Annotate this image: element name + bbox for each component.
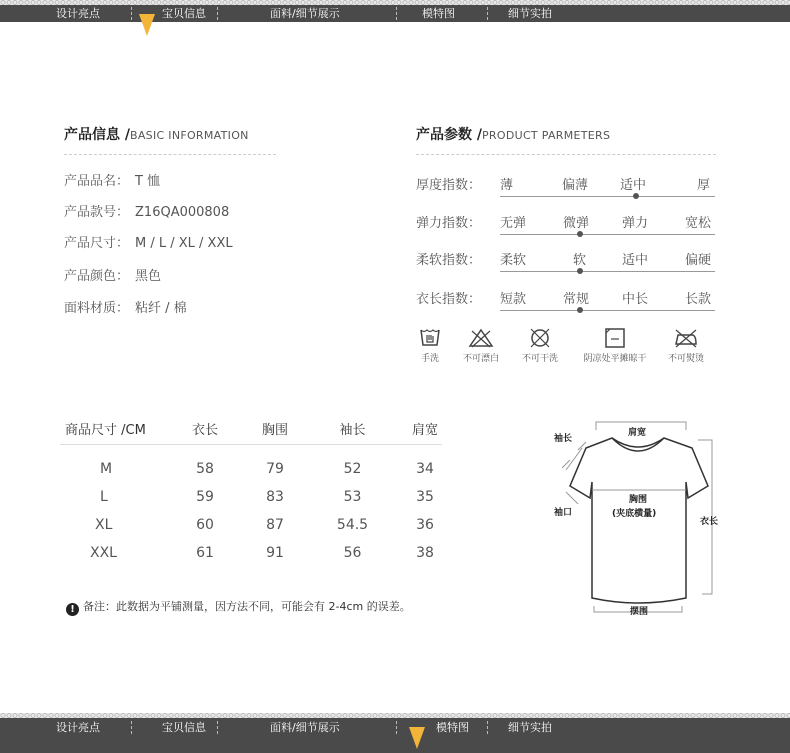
- label-sleeve-length: 袖长: [554, 434, 573, 444]
- no-dry-clean-icon: [528, 327, 552, 349]
- nav-item-model[interactable]: 模特图: [436, 721, 469, 734]
- table-cell: 83: [266, 489, 284, 505]
- param-option: 柔软: [500, 253, 527, 268]
- nav-item-model[interactable]: 模特图: [422, 7, 455, 20]
- care-no-dry-clean: 不可干洗: [516, 327, 564, 364]
- table-row: [60, 441, 440, 483]
- param-option: 偏硬: [685, 253, 712, 268]
- table-cell: 91: [266, 545, 284, 561]
- table-row: [60, 511, 440, 539]
- table-cell: 59: [196, 489, 214, 505]
- param-scale-line: [500, 196, 715, 197]
- param-option: 偏薄: [562, 178, 589, 193]
- table-cell: 60: [196, 517, 214, 533]
- label-chest: 胸围: [629, 495, 648, 505]
- table-row: [60, 539, 440, 567]
- care-hand-wash: 手洗: [414, 327, 446, 364]
- table-cell: XL: [95, 517, 113, 533]
- table-cell: L: [100, 489, 108, 505]
- measurement-note: ! 备注：此数据为平铺测量，因方法不同，可能会有 2-4cm 的误差。: [66, 598, 411, 616]
- warning-icon: !: [66, 603, 79, 616]
- no-iron-icon: [672, 327, 700, 349]
- size-header-sleeve: 袖长: [339, 422, 366, 438]
- param-label-2: 柔软指数：: [416, 253, 482, 268]
- label-length: 衣长: [700, 517, 719, 527]
- table-cell: XXL: [90, 545, 117, 561]
- param-option: 薄: [500, 178, 514, 193]
- size-table-header: [60, 415, 440, 441]
- param-option: 适中: [622, 253, 649, 268]
- nav-item-product-info[interactable]: 宝贝信息: [162, 721, 206, 734]
- param-option: 长款: [685, 292, 712, 307]
- table-cell: 34: [416, 461, 434, 477]
- label-shoulder: 肩宽: [628, 428, 647, 438]
- info-row-code: 产品款号： Z16QA000808: [64, 205, 230, 220]
- table-cell: 38: [416, 545, 434, 561]
- param-option: 短款: [500, 292, 527, 307]
- table-cell: 58: [196, 461, 214, 477]
- param-option: 适中: [620, 178, 647, 193]
- label-chest-sub: (夹底横量): [612, 509, 657, 519]
- param-scale-line: [500, 271, 715, 272]
- param-option: 宽松: [685, 216, 712, 231]
- care-shade-flat-dry: 阴凉处平摊晾干: [576, 327, 654, 364]
- table-cell: M: [100, 461, 113, 477]
- size-table: [60, 415, 440, 567]
- nav-item-fabric[interactable]: 面料/细节展示: [270, 721, 340, 734]
- hand-wash-icon: [418, 327, 442, 349]
- param-selected-dot: [633, 193, 639, 199]
- table-cell: 56: [343, 545, 362, 561]
- table-row: [60, 483, 440, 511]
- nav-item-design[interactable]: 设计亮点: [56, 7, 100, 20]
- table-cell: 61: [196, 545, 214, 561]
- top-nav-bar: [0, 0, 790, 22]
- care-no-bleach: 不可漂白: [456, 327, 506, 364]
- info-row-material: 面料材质： 粘纤 / 棉: [64, 301, 187, 316]
- param-selected-dot: [577, 231, 583, 237]
- table-cell: 36: [416, 517, 434, 533]
- care-no-iron: 不可熨烫: [662, 327, 710, 364]
- table-cell: 87: [266, 517, 284, 533]
- table-cell: 53: [343, 489, 362, 505]
- active-marker-icon: [409, 727, 425, 749]
- shade-flat-dry-icon: [603, 327, 627, 349]
- nav-item-detail[interactable]: 细节实拍: [508, 7, 552, 20]
- bottom-nav-bar: [0, 713, 790, 753]
- table-cell: 52: [343, 461, 362, 477]
- size-header-label: 商品尺寸 /CM: [65, 422, 146, 438]
- size-header-shoulder: 肩宽: [411, 422, 438, 438]
- info-row-size: 产品尺寸： M / L / XL / XXL: [64, 236, 233, 251]
- param-option: 厚: [697, 178, 711, 193]
- table-cell: 79: [266, 461, 284, 477]
- param-option: 无弹: [500, 216, 527, 231]
- param-selected-dot: [577, 307, 583, 313]
- info-title: 产品信息 /BASIC INFORMATION: [64, 127, 249, 143]
- param-option: 软: [573, 253, 587, 268]
- param-option: 常规: [563, 292, 590, 307]
- param-option: 弹力: [622, 216, 649, 231]
- nav-item-product-info[interactable]: 宝贝信息: [162, 7, 206, 20]
- param-scale-line: [500, 310, 715, 311]
- param-selected-dot: [577, 268, 583, 274]
- param-option: 中长: [622, 292, 649, 307]
- info-row-name: 产品品名： T 恤: [64, 174, 161, 189]
- nav-item-fabric[interactable]: 面料/细节展示: [270, 7, 340, 20]
- nav-item-design[interactable]: 设计亮点: [56, 721, 100, 734]
- no-bleach-icon: [467, 327, 495, 349]
- param-scale-line: [500, 234, 715, 235]
- param-option: 微弹: [563, 216, 590, 231]
- nav-item-detail[interactable]: 细节实拍: [508, 721, 552, 734]
- param-label-3: 衣长指数：: [416, 292, 482, 307]
- size-header-chest: 胸围: [261, 422, 288, 438]
- params-title: 产品参数 /PRODUCT PARMETERS: [416, 127, 611, 143]
- table-cell: 54.5: [336, 517, 369, 533]
- active-marker-icon: [139, 14, 155, 36]
- table-cell: 35: [416, 489, 434, 505]
- label-hem: 摆围: [630, 607, 649, 617]
- info-row-color: 产品颜色： 黑色: [64, 269, 162, 284]
- param-label-1: 弹力指数：: [416, 216, 482, 231]
- label-cuff: 袖口: [554, 508, 573, 518]
- param-label-0: 厚度指数：: [416, 178, 482, 193]
- size-header-length: 衣长: [191, 422, 218, 438]
